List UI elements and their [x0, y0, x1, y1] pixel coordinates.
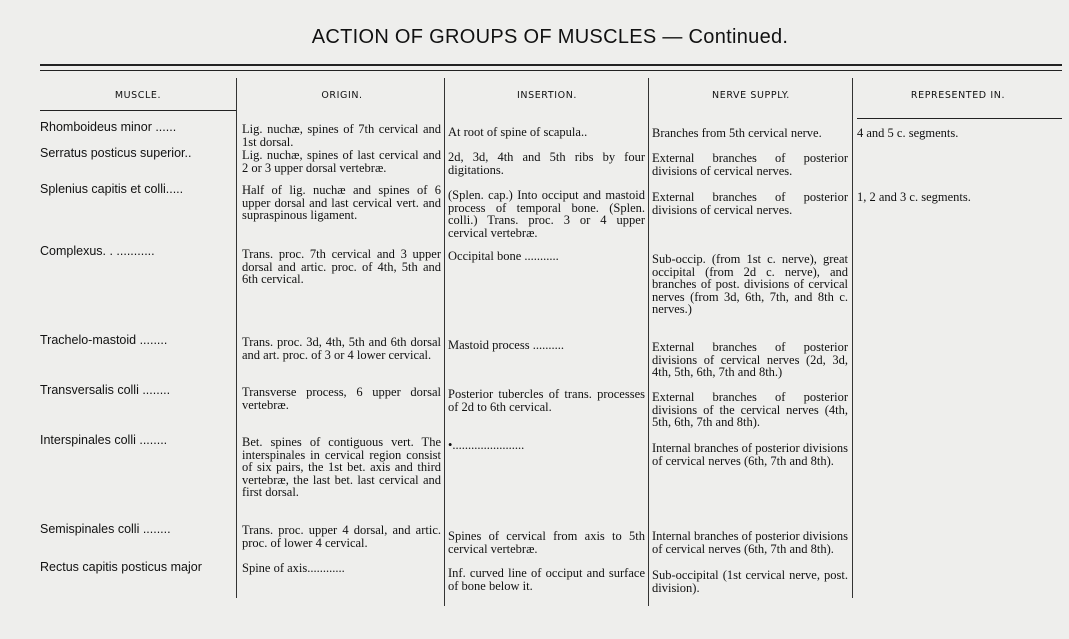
muscle-name: Complexus. . ...........: [40, 244, 155, 258]
origin-cell: Lig. nuchæ, spines of last cervical and 2 or 3 upper dorsal vertebræ.: [242, 148, 441, 175]
muscle-name: Interspinales colli ........: [40, 433, 168, 447]
header-rule-left: [40, 110, 236, 111]
muscle-name: Serratus posticus superior..: [40, 146, 192, 160]
origin-cell: Bet. spines of contiguous vert. The interspinales in cervical region consist of six pairs, the 1st bet. axis and third vertebræ, the last bet. last cervical and first dorsal.: [242, 435, 441, 499]
nerve-supply-cell: Internal branches of posterior divisions of cervical nerves (6th, 7th and 8th).: [652, 441, 848, 468]
origin-cell: Trans. proc. 3d, 4th, 5th and 6th dorsal and art. proc. of 3 or 4 lower cervical.: [242, 335, 441, 362]
represented-in-cell: 1, 2 and 3 c. segments.: [857, 190, 971, 204]
muscle-name: Splenius capitis et colli.....: [40, 182, 184, 196]
insertion-cell: Mastoid process ..........: [448, 338, 564, 352]
origin-cell: Half of lig. nuchæ and spines of 6 upper dorsal and last cervical vert. and supraspinous ligament.: [242, 183, 441, 222]
column-divider-2: [444, 78, 445, 606]
muscle-name: Rhomboideus minor ......: [40, 120, 177, 134]
header-insertion: INSERTION.: [516, 90, 578, 101]
nerve-supply-cell: External branches of posterior divisions of cervical nerves.: [652, 190, 848, 217]
page-title: ACTION OF GROUPS OF MUSCLES — Continued.: [311, 26, 789, 48]
insertion-cell: (Splen. cap.) Into occiput and mastoid process of temporal bone. (Splen. colli.) Trans. proc. 3 or 4 upper cervical vertebræ.: [448, 188, 645, 240]
nerve-supply-cell: Sub-occip. (from 1st c. nerve), great occipital (from 2d c. nerve), and branches of post. divisions of cervical nerves (from 3d, 6th, 7th, and 8th c. nerves.): [652, 252, 848, 316]
top-rule-thick: [40, 64, 1062, 66]
muscle-name: Trachelo-mastoid ........: [40, 333, 168, 347]
nerve-supply-cell: External branches of posterior divisions of the cervical nerves (4th, 5th, 6th, 7th and 8th).: [652, 390, 848, 429]
header-rule-right: [857, 118, 1062, 119]
top-rule-thin: [40, 70, 1062, 71]
represented-in-cell: 4 and 5 c. segments.: [857, 126, 959, 140]
origin-cell: Spine of axis............: [242, 561, 345, 575]
nerve-supply-cell: Sub-occipital (1st cervical nerve, post. division).: [652, 568, 848, 595]
column-divider-4: [852, 78, 853, 598]
origin-cell: Trans. proc. upper 4 dorsal, and artic. proc. of lower 4 cervical.: [242, 523, 441, 550]
muscle-name: Rectus capitis posticus major: [40, 560, 202, 574]
insertion-cell: Posterior tubercles of trans. processes of 2d to 6th cervical.: [448, 387, 645, 414]
nerve-supply-cell: External branches of posterior divisions of cervical nerves.: [652, 151, 848, 178]
insertion-cell: •.......................: [448, 438, 525, 452]
origin-cell: Transverse process, 6 upper dorsal vertebræ.: [242, 385, 441, 412]
insertion-cell: Occipital bone ...........: [448, 249, 559, 263]
header-muscle: MUSCLE.: [114, 90, 162, 101]
header-nerve-supply: NERVE SUPPLY.: [712, 90, 790, 101]
origin-cell: Lig. nuchæ, spines of 7th cervical and 1st dorsal.: [242, 122, 441, 149]
insertion-cell: 2d, 3d, 4th and 5th ribs by four digitations.: [448, 150, 645, 177]
muscle-name: Transversalis colli ........: [40, 383, 171, 397]
column-divider-1: [236, 78, 237, 598]
header-represented-in: REPRESENTED IN.: [910, 90, 1006, 101]
nerve-supply-cell: External branches of posterior divisions of cervical nerves (2d, 3d, 4th, 5th, 6th, 7th and 8th.): [652, 340, 848, 379]
insertion-cell: Spines of cervical from axis to 5th cervical vertebræ.: [448, 529, 645, 556]
insertion-cell: Inf. curved line of occiput and surface of bone below it.: [448, 566, 645, 593]
muscle-name: Semispinales colli ........: [40, 522, 171, 536]
header-origin: ORIGIN.: [321, 90, 363, 101]
insertion-cell: At root of spine of scapula..: [448, 125, 588, 139]
nerve-supply-cell: Internal branches of posterior divisions of cervical nerves (6th, 7th and 8th).: [652, 529, 848, 556]
origin-cell: Trans. proc. 7th cervical and 3 upper dorsal and artic. proc. of 4th, 5th and 6th cervical.: [242, 247, 441, 286]
nerve-supply-cell: Branches from 5th cervical nerve.: [652, 126, 822, 140]
column-divider-3: [648, 78, 649, 606]
